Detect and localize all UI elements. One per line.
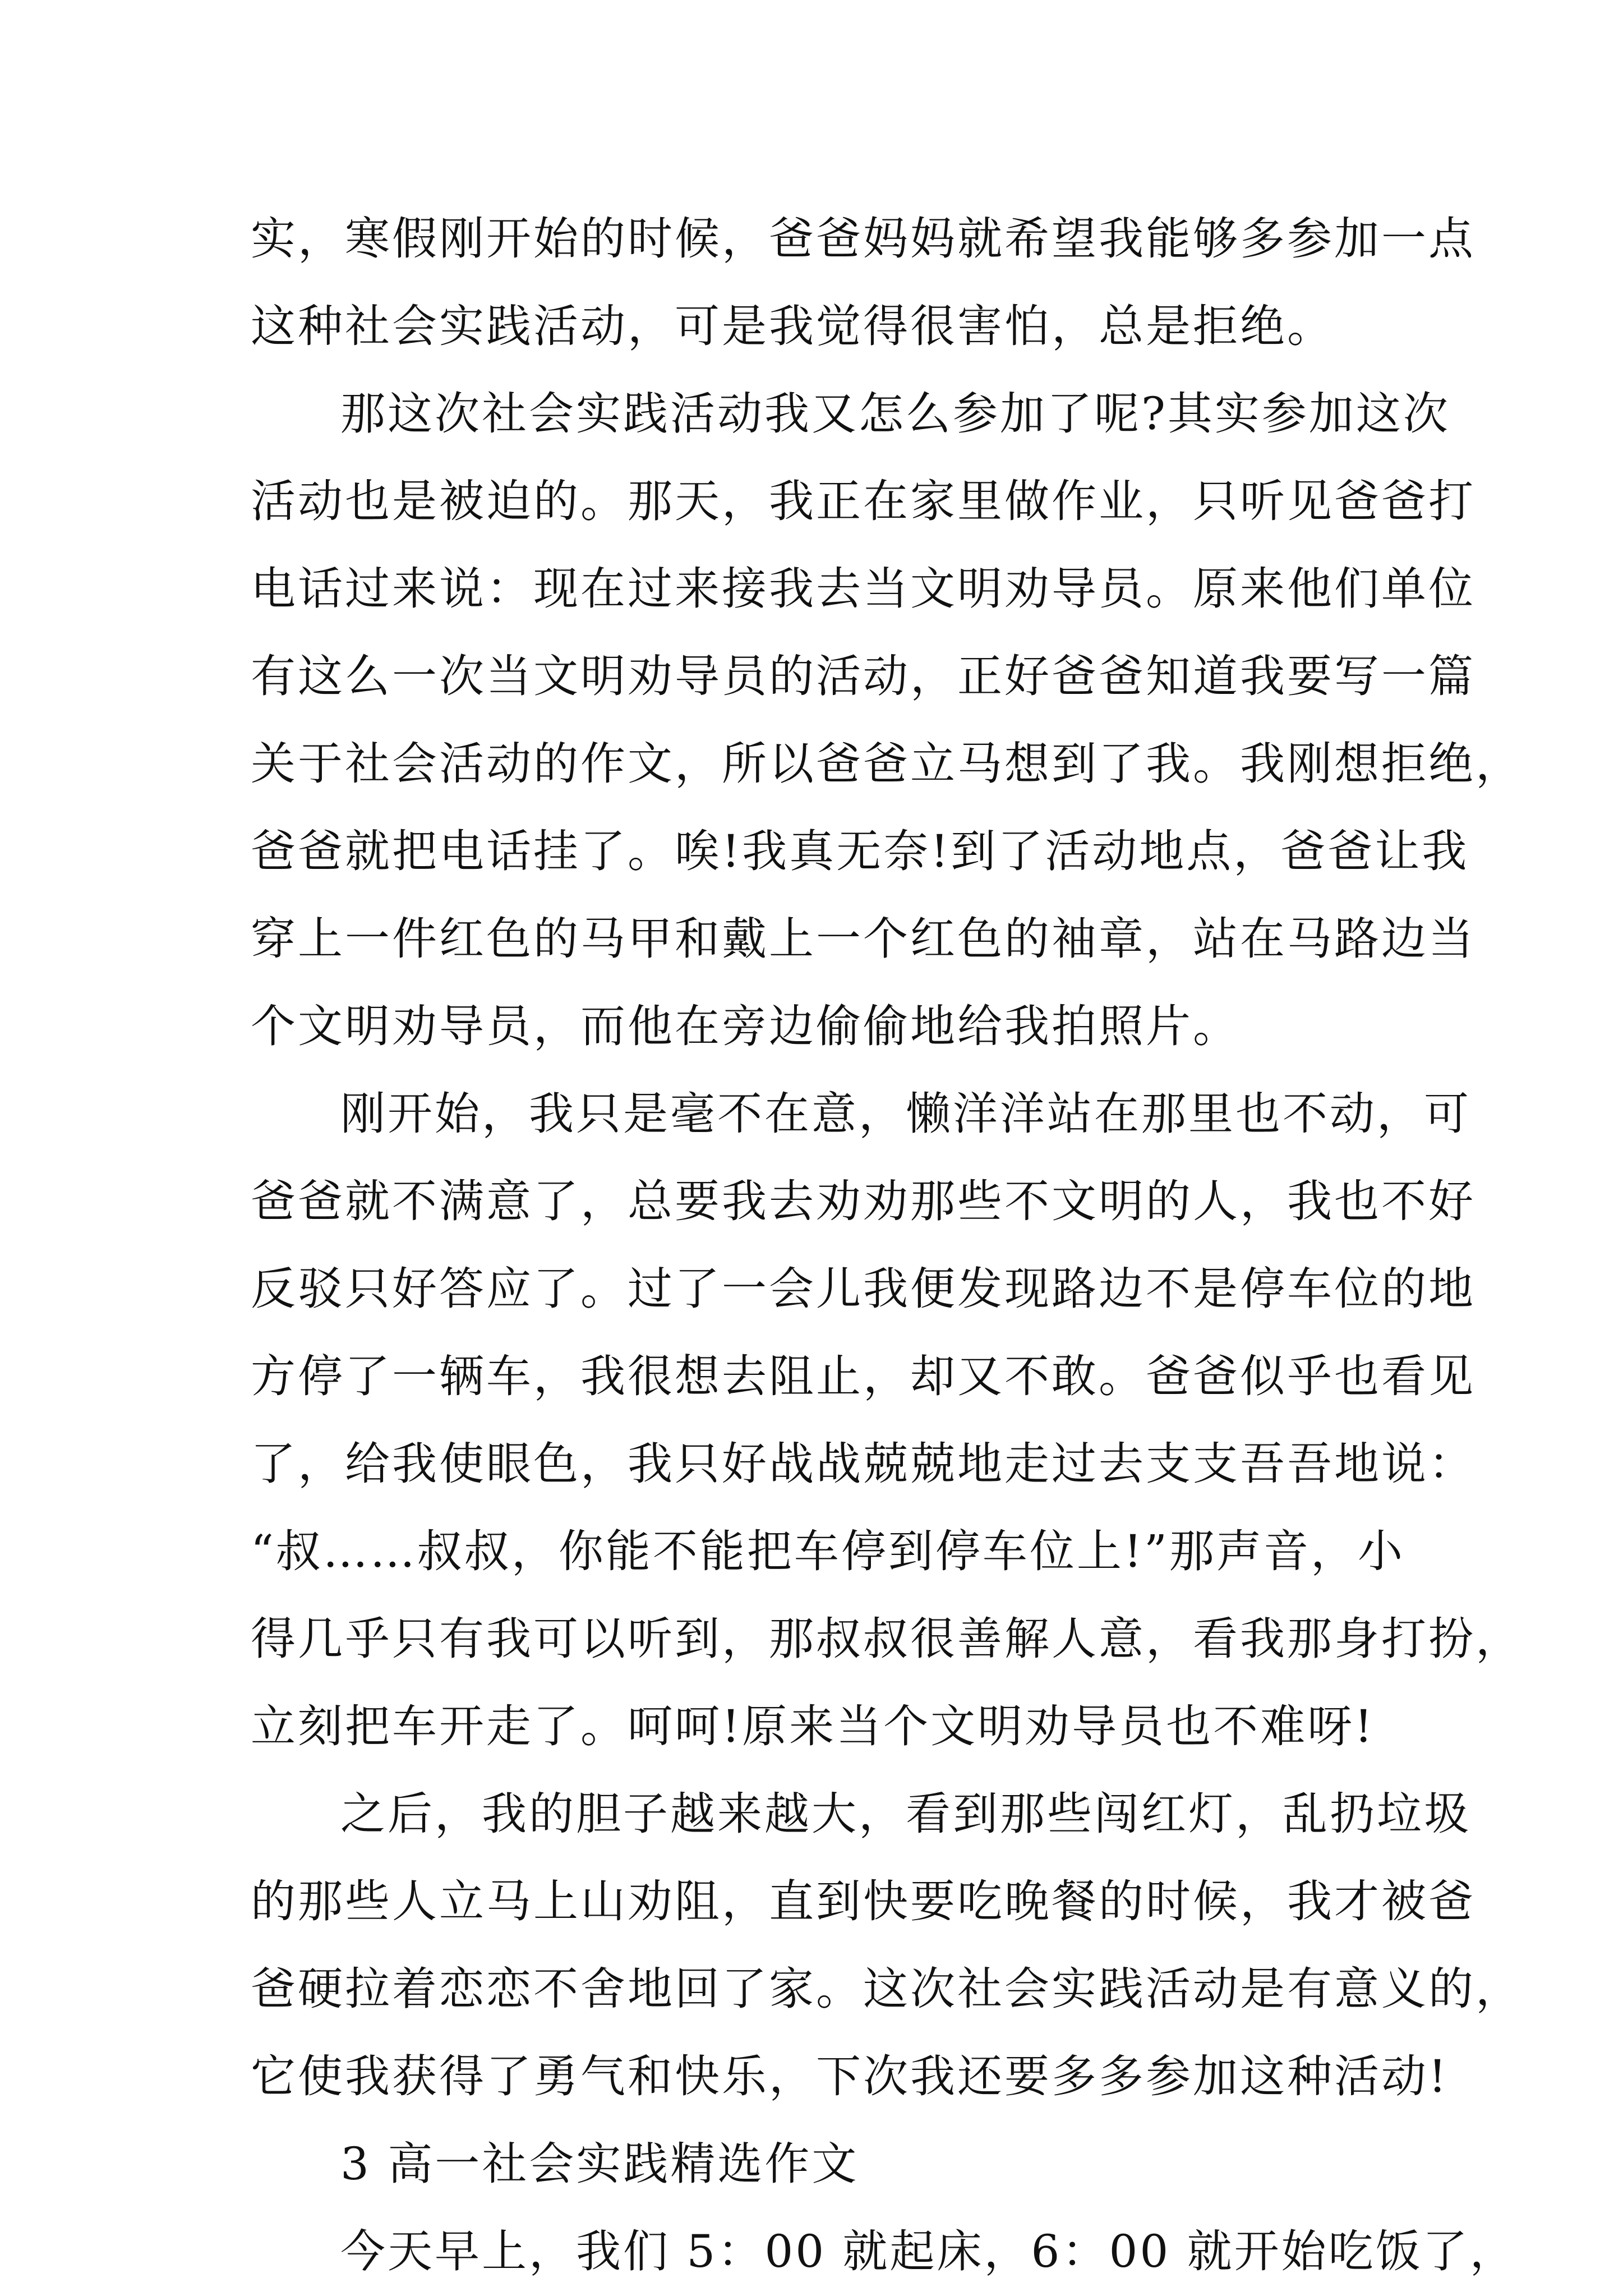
paragraph-3-line-5: 了，给我使眼色，我只好战战兢兢地走过去支支吾吾地说： [251, 1438, 1476, 1490]
paragraph-2-line-1: 那这次社会实践活动我又怎么参加了呢?其实参加这次 [340, 388, 1450, 440]
paragraph-3-line-2: 爸爸就不满意了，总要我去劝劝那些不文明的人，我也不好 [251, 1175, 1476, 1227]
paragraph-3-line-7: 得几乎只有我可以听到，那叔叔很善解人意，看我那身打扮， [251, 1613, 1523, 1665]
section-heading: 3 高一社会实践精选作文 [340, 2138, 859, 2190]
paragraph-2-line-2: 活动也是被迫的。那天，我正在家里做作业，只听见爸爸打 [251, 475, 1476, 527]
paragraph-3-line-4: 方停了一辆车，我很想去阻止，却又不敢。爸爸似乎也看见 [251, 1350, 1476, 1402]
paragraph-1-line-2: 这种社会实践活动，可是我觉得很害怕，总是拒绝。 [251, 300, 1334, 352]
paragraph-2-line-5: 关于社会活动的作文，所以爸爸立马想到了我。我刚想拒绝， [251, 738, 1523, 790]
paragraph-2-line-8: 个文明劝导员，而他在旁边偷偷地给我拍照片。 [251, 1000, 1240, 1052]
paragraph-4-line-3: 爸硬拉着恋恋不舍地回了家。这次社会实践活动是有意义的， [251, 1963, 1523, 2015]
paragraph-3-line-8: 立刻把车开走了。呵呵!原来当个文明劝导员也不难呀! [251, 1700, 1375, 1752]
paragraph-5-line-1: 今天早上，我们 5：00 就起床，6：00 就开始吃饭了， [340, 2225, 1517, 2277]
paragraph-1-line-1: 实，寒假刚开始的时候，爸爸妈妈就希望我能够多参加一点 [251, 213, 1476, 265]
paragraph-3-line-1: 刚开始，我只是毫不在意，懒洋洋站在那里也不动，可 [340, 1088, 1471, 1140]
paragraph-2-line-7: 穿上一件红色的马甲和戴上一个红色的袖章，站在马路边当 [251, 913, 1476, 965]
paragraph-3-line-6: “叔……叔叔，你能不能把车停到停车位上!”那声音，小 [251, 1525, 1405, 1577]
paragraph-2-line-3: 电话过来说：现在过来接我去当文明劝导员。原来他们单位 [251, 563, 1476, 615]
paragraph-2-line-6: 爸爸就把电话挂了。唉!我真无奈!到了活动地点，爸爸让我 [251, 825, 1469, 877]
paragraph-4-line-2: 的那些人立马上山劝阻，直到快要吃晚餐的时候，我才被爸 [251, 1875, 1476, 1927]
paragraph-3-line-3: 反驳只好答应了。过了一会儿我便发现路边不是停车位的地 [251, 1263, 1476, 1315]
paragraph-4-line-1: 之后，我的胆子越来越大，看到那些闯红灯，乱扔垃圾 [340, 1788, 1471, 1840]
paragraph-2-line-4: 有这么一次当文明劝导员的活动，正好爸爸知道我要写一篇 [251, 650, 1476, 702]
paragraph-4-line-4: 它使我获得了勇气和快乐，下次我还要多多参加这种活动! [251, 2050, 1449, 2102]
